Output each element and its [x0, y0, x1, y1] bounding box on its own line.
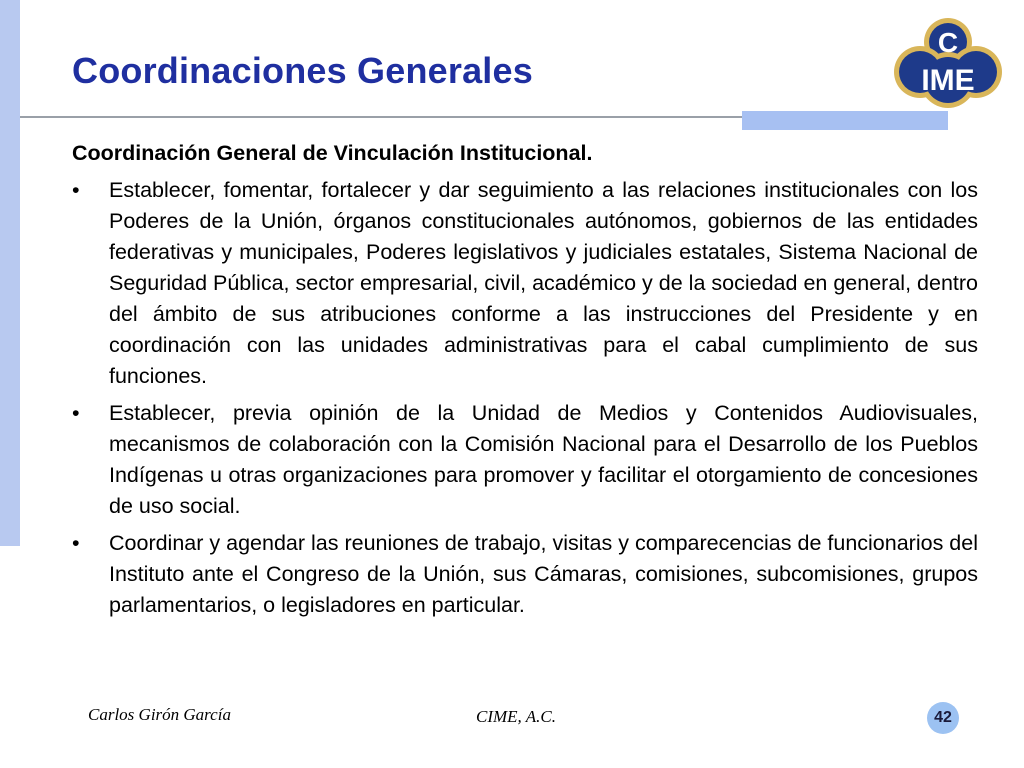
bullet-text: Coordinar y agendar las reuniones de trabajo, visitas y comparecencias de funcionarios del Instituto ante el Congreso de la Unión, sus Cámaras, comisiones, subcomisiones, grupos parlamentarios, o legisladores en particular.	[109, 531, 978, 617]
cime-logo-icon	[893, 12, 1003, 110]
section-subtitle: Coordinación General de Vinculación Institucional.	[72, 141, 593, 165]
bullet-text: Establecer, previa opinión de la Unidad de Medios y Contenidos Audiovisuales, mecanismos de colaboración con la Comisión Nacional para el Desarrollo de los Pueblos Indígenas u otras organizaciones para promover y facilitar el otorgamiento de concesiones de uso social.	[109, 401, 978, 518]
bullet-item	[72, 175, 978, 392]
bullet-marker: •	[72, 178, 80, 202]
footer-organization: CIME, A.C.	[476, 707, 556, 726]
slide-title: Coordinaciones Generales	[72, 50, 533, 91]
left-accent-bar	[0, 0, 20, 546]
bullet-marker: •	[72, 401, 80, 425]
bullet-item	[72, 398, 978, 522]
bullet-marker: •	[72, 531, 80, 555]
page-number-badge: 42	[927, 702, 959, 734]
bullet-list	[72, 175, 978, 621]
divider-accent-block	[742, 111, 948, 130]
logo-letter-c: C	[937, 27, 959, 58]
slide-content	[72, 138, 978, 627]
bullet-text: Establecer, fomentar, fortalecer y dar seguimiento a las relaciones institucionales con los Poderes de la Unión, órganos constitucionales autónomos, gobiernos de las entidades federativas y municipales, Poderes legislativos y judiciales estatales, Sistema Nacional de Seguridad Pública, sector empresarial, civil, académico y de la sociedad en general, dentro del ámbito de sus atribuciones conforme a las instrucciones del Presidente y en coordinación con las unidades administrativas para el cabal cumplimiento de sus funciones.	[109, 178, 978, 388]
bullet-item	[72, 528, 978, 621]
footer-author: Carlos Girón García	[88, 705, 231, 724]
logo-letters-ime: IME	[921, 64, 975, 97]
